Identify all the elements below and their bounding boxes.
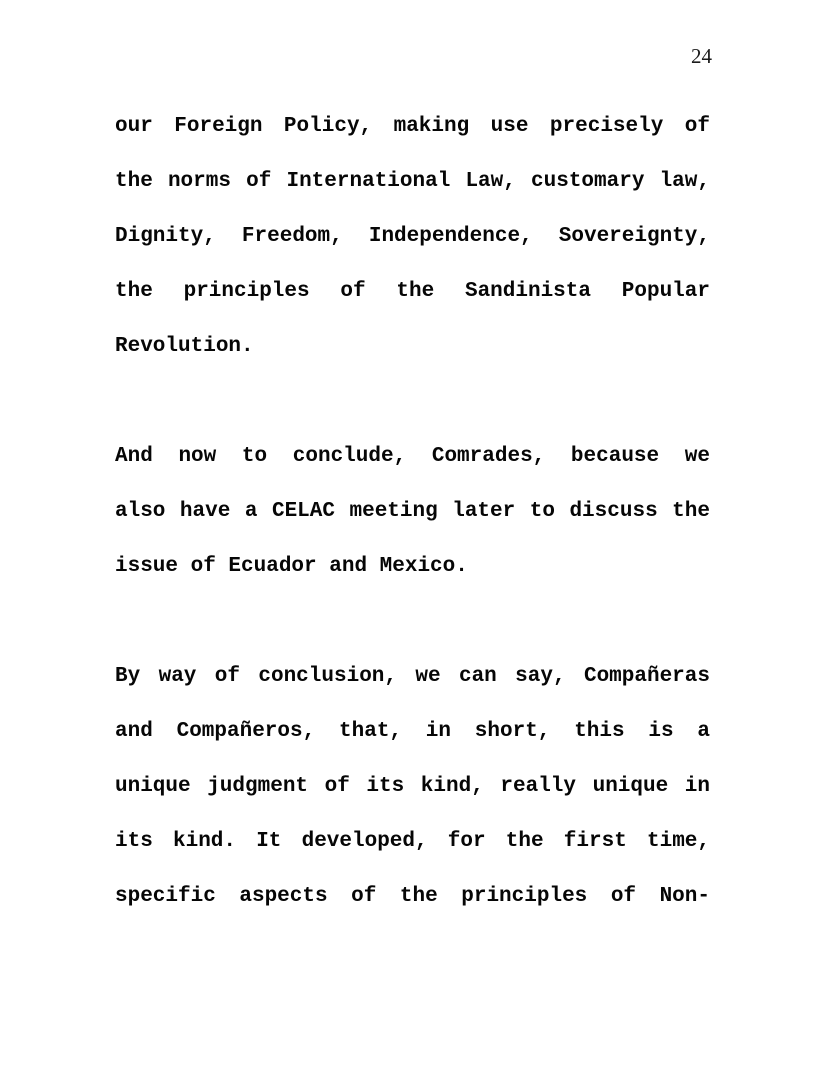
text-line: the principles of the Sandinista Popular <box>115 280 710 303</box>
text-line: Revolution. <box>115 335 254 358</box>
text-line: unique judgment of its kind, really unique in <box>115 775 710 798</box>
paragraph-3 <box>115 649 710 924</box>
text-line: the norms of International Law, customary law, <box>115 170 710 193</box>
paragraph-2 <box>115 429 710 594</box>
text-line: our Foreign Policy, making use precisely of <box>115 115 710 138</box>
text-line: specific aspects of the principles of Non- <box>115 885 710 908</box>
page-number: 24 <box>691 44 712 68</box>
text-line: its kind. It developed, for the first time, <box>115 830 710 853</box>
paragraph-1 <box>115 99 710 374</box>
text-line: issue of Ecuador and Mexico. <box>115 555 468 578</box>
text-line: And now to conclude, Comrades, because we <box>115 445 710 468</box>
text-line: By way of conclusion, we can say, Compañeras <box>115 665 710 688</box>
text-line: also have a CELAC meeting later to discuss the <box>115 500 710 523</box>
text-line: and Compañeros, that, in short, this is a <box>115 720 710 743</box>
text-line: Dignity, Freedom, Independence, Sovereignty, <box>115 225 710 248</box>
body-text <box>115 99 710 979</box>
